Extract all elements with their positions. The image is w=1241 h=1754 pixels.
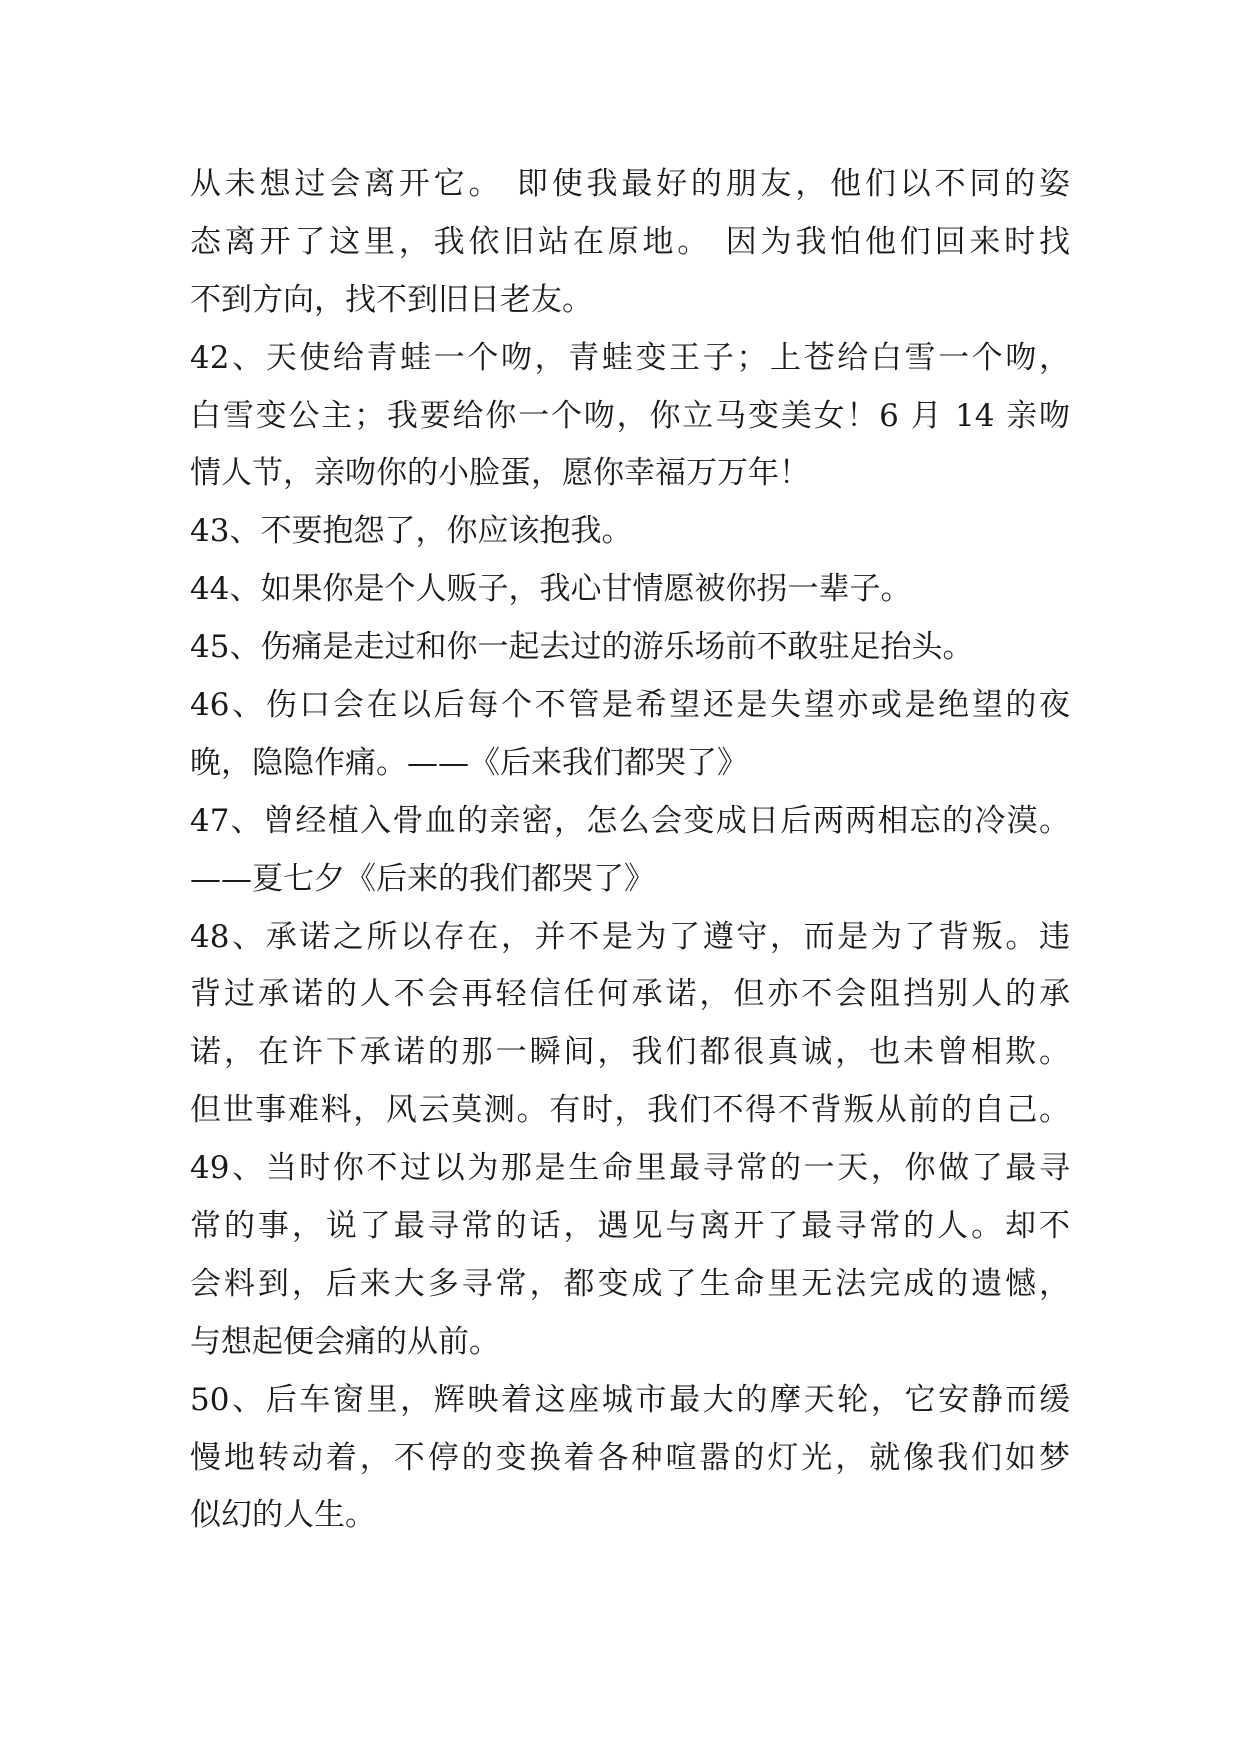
text-line: 50、后车窗里，辉映着这座城市最大的摩天轮，它安静而缓 (190, 1381, 1070, 1418)
text-line: 晚，隐隐作痛。——《后来我们都哭了》 (190, 744, 748, 781)
text-line: 不到方向，找不到旧日老友。 (190, 281, 593, 318)
text-line: 47、曾经植入骨血的亲密，怎么会变成日后两两相忘的冷漠。 (190, 802, 1070, 839)
text-line: ——夏七夕《后来的我们都哭了》 (190, 860, 655, 897)
text-line: 42、天使给青蛙一个吻，青蛙变王子；上苍给白雪一个吻， (190, 339, 1070, 376)
text-line: 常的事，说了最寻常的话，遇见与离开了最寻常的人。却不 (190, 1208, 1070, 1245)
text-line: 48、承诺之所以存在，并不是为了遵守，而是为了背叛。违 (190, 918, 1070, 955)
text-line: 诺，在许下承诺的那一瞬间，我们都很真诚，也未曾相欺。 (190, 1034, 1070, 1071)
text-line: 会料到，后来大多寻常，都变成了生命里无法完成的遗憾， (190, 1265, 1070, 1302)
text-line: 44、如果你是个人贩子，我心甘情愿被你拐一辈子。 (190, 571, 912, 608)
text-line: 与想起便会痛的从前。 (190, 1323, 500, 1360)
text-line: 49、当时你不过以为那是生命里最寻常的一天，你做了最寻 (190, 1150, 1070, 1187)
document-body (190, 156, 1070, 1545)
text-line: 但世事难料，风云莫测。有时，我们不得不背叛从前的自己。 (190, 1092, 1070, 1129)
text-line: 45、伤痛是走过和你一起去过的游乐场前不敢驻足抬头。 (190, 629, 974, 666)
text-line: 慢地转动着，不停的变换着各种喧嚣的灯光，就像我们如梦 (190, 1439, 1070, 1476)
text-line: 背过承诺的人不会再轻信任何承诺，但亦不会阻挡别人的承 (190, 976, 1070, 1013)
text-line: 情人节，亲吻你的小脸蛋，愿你幸福万万年！ (190, 455, 810, 492)
text-line: 从未想过会离开它。 即使我最好的朋友，他们以不同的姿 (190, 166, 1070, 202)
text-line: 似幻的人生。 (190, 1497, 376, 1534)
text-line: 43、不要抱怨了，你应该抱我。 (190, 513, 633, 550)
text-line: 白雪变公主；我要给你一个吻，你立马变美女！6 月 14 亲吻 (190, 397, 1070, 434)
text-line: 46、伤口会在以后每个不管是希望还是失望亦或是绝望的夜 (190, 687, 1070, 724)
text-line: 态离开了这里，我依旧站在原地。 因为我怕他们回来时找 (190, 223, 1070, 260)
